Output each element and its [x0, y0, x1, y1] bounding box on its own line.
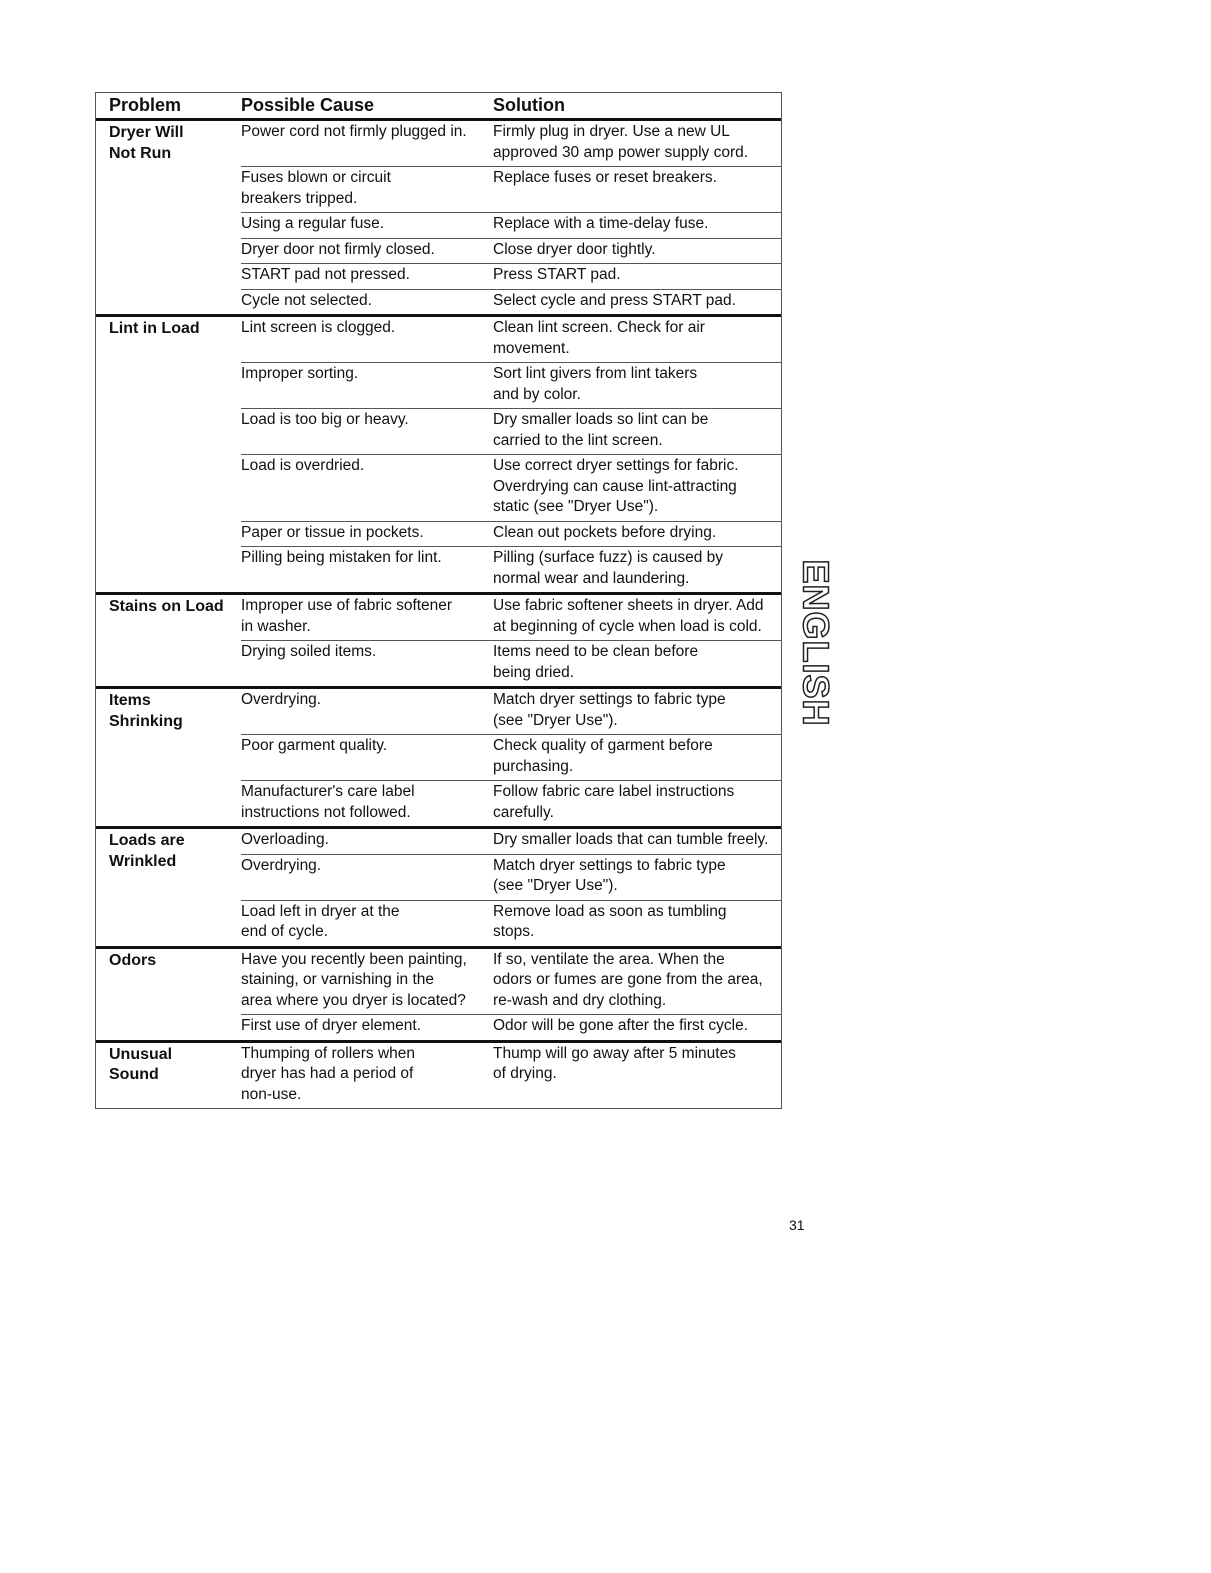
table-row [241, 689, 781, 735]
possible-cause: Overloading. [241, 831, 329, 848]
possible-cause: Overdrying. [241, 691, 322, 708]
problem-label: Lint in Load [109, 320, 200, 337]
solution: Pilling (surface fuzz) is caused by normal wear and laundering. [493, 549, 724, 587]
possible-cause: Drying soiled items. [241, 643, 377, 660]
problem-group [96, 595, 781, 689]
problem-group [96, 317, 781, 595]
solution: Match dryer settings to fabric type (see "Dryer Use"). [493, 856, 726, 894]
solution: Dry smaller loads so lint can be carried to the lint screen. [493, 411, 709, 449]
cause-solution-rows [241, 317, 781, 592]
solution: Check quality of garment before purchasing. [493, 737, 713, 775]
possible-cause: Load left in dryer at the end of cycle. [241, 902, 400, 940]
possible-cause: START pad not pressed. [241, 266, 410, 283]
table-row [241, 213, 781, 239]
solution: Remove load as soon as tumbling stops. [493, 902, 727, 940]
table-row [241, 829, 781, 855]
solution: Close dryer door tightly. [493, 240, 656, 258]
table-row [241, 455, 781, 522]
solution: Clean lint screen. Check for air movement. [493, 319, 705, 357]
solution: Sort lint givers from lint takers and by color. [493, 365, 698, 403]
possible-cause: Dryer door not firmly closed. [241, 240, 435, 258]
problem-group [96, 689, 781, 829]
problem-label: Odors [109, 951, 157, 969]
problem-group [96, 121, 781, 317]
table-row [241, 855, 781, 901]
problem-label: Loads are Wrinkled [109, 832, 185, 870]
possible-cause: Pilling being mistaken for lint. [241, 549, 442, 566]
table-row [241, 595, 781, 641]
troubleshooting-table [95, 92, 782, 1109]
possible-cause: First use of dryer element. [241, 1017, 422, 1034]
table-row [241, 317, 781, 363]
solution: Match dryer settings to fabric type (see "Dryer Use"). [493, 691, 726, 729]
page-number: 31 [789, 1217, 805, 1233]
cause-solution-rows [241, 829, 781, 946]
solution: Select cycle and press START pad. [493, 291, 736, 309]
table-row [241, 264, 781, 290]
problem-group [96, 829, 781, 949]
possible-cause: Using a regular fuse. [241, 215, 385, 232]
table-row [241, 735, 781, 781]
table-body [96, 121, 781, 1108]
cause-solution-rows [241, 121, 781, 314]
solution: Use correct dryer settings for fabric. Overdrying can cause lint-attracting static (see "Dryer Use"). [493, 457, 739, 515]
table-row [241, 547, 781, 592]
problem-label: Unusual Sound [109, 1045, 173, 1083]
header-solution: Solution [493, 95, 565, 115]
possible-cause: Load is overdried. [241, 457, 365, 474]
problem-group [96, 1043, 781, 1109]
cause-solution-rows [241, 595, 781, 686]
solution: Firmly plug in dryer. Use a new UL approved 30 amp power supply cord. [493, 123, 749, 161]
possible-cause: Manufacturer's care label instructions not followed. [241, 783, 415, 821]
possible-cause: Power cord not firmly plugged in. [241, 123, 467, 140]
solution: Press START pad. [493, 266, 621, 283]
solution: Replace with a time-delay fuse. [493, 215, 709, 232]
table-row [241, 1015, 781, 1040]
table-row [241, 121, 781, 167]
possible-cause: Paper or tissue in pockets. [241, 523, 424, 541]
problem-label: Items Shrinking [109, 692, 183, 730]
cause-solution-rows [241, 689, 781, 826]
table-row [241, 239, 781, 265]
possible-cause: Have you recently been painting, staining, or varnishing in the area where you dryer is located? [241, 950, 467, 1009]
possible-cause: Load is too big or heavy. [241, 411, 409, 428]
table-row [241, 641, 781, 686]
possible-cause: Fuses blown or circuit breakers tripped. [241, 169, 391, 207]
language-tab [795, 554, 837, 732]
table-row [241, 290, 781, 315]
table-row [241, 363, 781, 409]
problem-label: Stains on Load [109, 598, 224, 615]
solution: Odor will be gone after the first cycle. [493, 1017, 749, 1034]
possible-cause: Improper use of fabric softener in washer. [241, 597, 453, 635]
cause-solution-rows [241, 1043, 781, 1109]
solution: Replace fuses or reset breakers. [493, 169, 717, 186]
solution: Items need to be clean before being dried. [493, 643, 699, 681]
solution: Thump will go away after 5 minutes of drying. [493, 1044, 736, 1082]
solution: If so, ventilate the area. When the odors or fumes are gone from the area, re-wash and dry clothing. [493, 950, 763, 1009]
possible-cause: Poor garment quality. [241, 737, 388, 754]
table-row [241, 949, 781, 1016]
solution: Use fabric softener sheets in dryer. Add at beginning of cycle when load is cold. [493, 597, 764, 635]
solution: Clean out pockets before drying. [493, 523, 717, 541]
possible-cause: Overdrying. [241, 856, 322, 874]
problem-group [96, 949, 781, 1043]
header-problem: Problem [109, 95, 182, 115]
table-row [241, 781, 781, 826]
solution: Dry smaller loads that can tumble freely. [493, 831, 769, 848]
cause-solution-rows [241, 949, 781, 1040]
header-cause: Possible Cause [241, 95, 375, 115]
table-row [241, 1043, 781, 1109]
possible-cause: Cycle not selected. [241, 291, 372, 309]
table-row [241, 522, 781, 548]
table-header [96, 93, 781, 121]
possible-cause: Lint screen is clogged. [241, 319, 396, 336]
language-tab-label: ENGLISH [795, 559, 837, 727]
table-row [241, 901, 781, 946]
possible-cause: Thumping of rollers when dryer has had a period of non-use. [241, 1044, 416, 1103]
table-row [241, 409, 781, 455]
problem-label: Dryer Will Not Run [109, 124, 184, 162]
possible-cause: Improper sorting. [241, 365, 359, 382]
table-row [241, 167, 781, 213]
solution: Follow fabric care label instructions carefully. [493, 783, 735, 821]
